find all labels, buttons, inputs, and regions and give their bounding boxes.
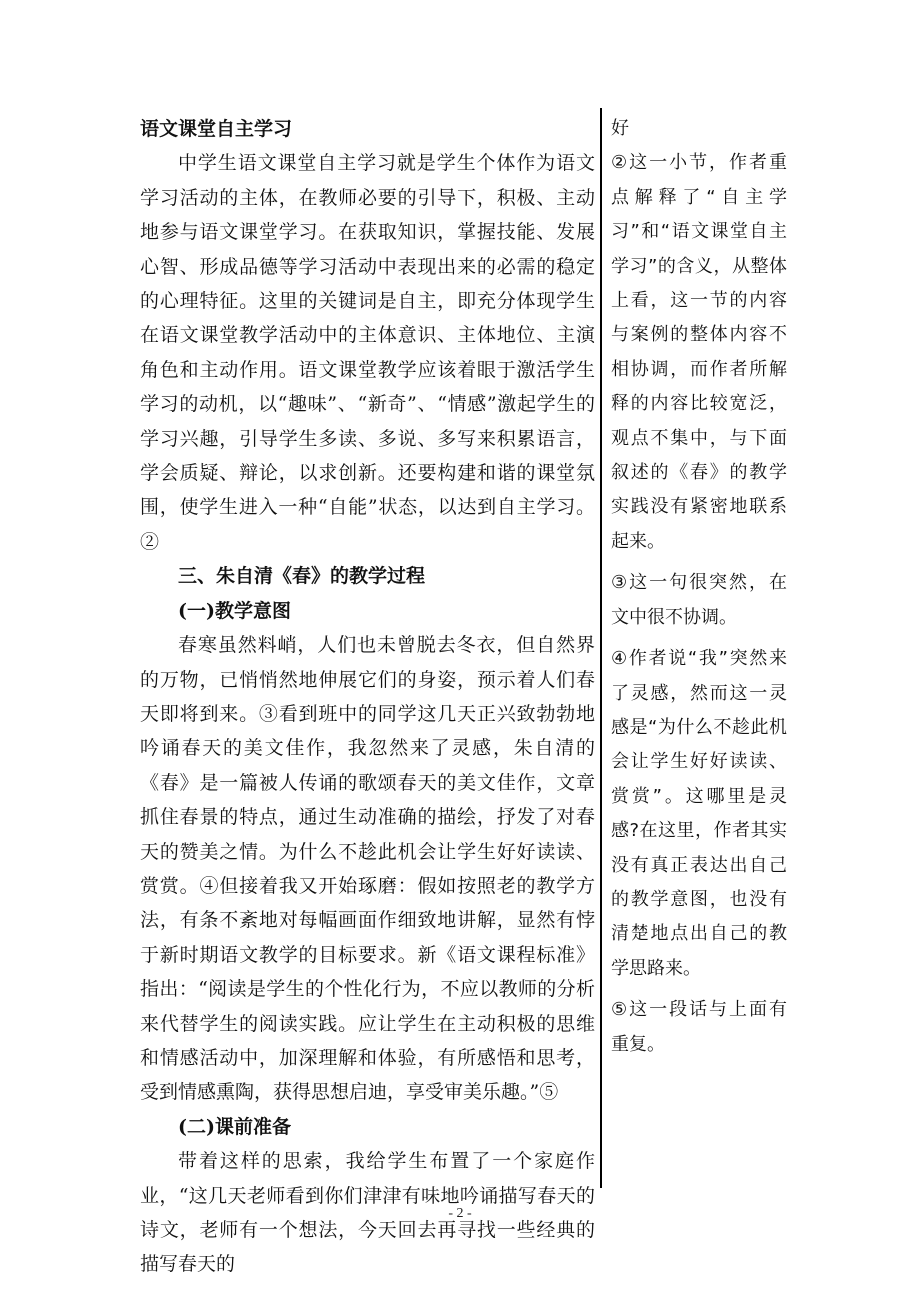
comment-4: ④作者说“我”突然来了灵感，然而这一灵感是“为什么不趁此机会让学生好好读读、赏赏”。这哪里是灵感?在这里，作者其实没有真正表达出自己的教学意图，也没有清楚地点出自己的教学思路来。 xyxy=(611,648,787,979)
comment-2: ②这一小节，作者重点解释了“自主学习”和“语文课堂自主学习”的含义，从整体上看，这一节的内容与案例的整体内容不相协调，而作者所解释的内容比较宽泛，观点不集中，与下面叙述的《春》的教学实践没有紧密地联系起来。 xyxy=(611,152,787,552)
subheading-teaching-intent: (一)教学意图 xyxy=(178,599,291,622)
paragraph-teaching-intent: 春寒虽然料峭，人们也未曾脱去冬衣，但自然界的万物，已悄悄然地伸展它们的身姿，预示着人们春天即将到来。③看到班中的同学这几天正兴致勃勃地吟诵春天的美文佳作，我忽然来了灵感，朱自清的《春》是一篇被人传诵的歌颂春天的美文佳作，文章抓住春景的特点，通过生动准确的描绘，抒发了对春天的赞美之情。为什么不趁此机会让学生好好读读、赏赏。④但接着我又开始琢磨：假如按照老的教学方法，有条不紊地对每幅画面作细致地讲解，显然有悖于新时期语文教学的目标要求。新《语文课程标准》指出：“阅读是学生的个性化行为，不应以教师的分析来代替学生的阅读实践。应让学生在主动积极的思维和情感活动中，加深理解和体验，有所感悟和思考，受到情感熏陶，获得思想启迪，享受审美乐趣。”⑤ xyxy=(140,634,595,1104)
main-text-column xyxy=(140,112,595,1282)
paragraph-preparation: 带着这样的思索，我给学生布置了一个家庭作业，“这几天老师看到你们津津有味地吟诵描写春天的诗文，老师有一个想法，今天回去再寻找一些经典的描写春天的 xyxy=(140,1150,595,1276)
commentary-column xyxy=(611,112,787,1069)
section-title: 语文课堂自主学习 xyxy=(140,118,293,140)
paragraph-self-learning: 中学生语文课堂自主学习就是学生个体作为语文学习活动的主体，在教师必要的引导下，积极、主动地参与语文课堂学习。在获取知识，掌握技能、发展心智、形成品德等学习活动中表现出来的必需的稳定的心理特征。这里的关键词是自主，即充分体现学生在语文课堂教学活动中的主体意识、主体地位、主演角色和主动作用。语文课堂教学应该着眼于激活学生学习的动机，以“趣味”、“新奇”、“情感”激起学生的学习兴趣，引导学生多读、多说、多写来积累语言，学会质疑、辩论，以求创新。还要构建和谐的课堂氛围，使学生进入一种“自能”状态，以达到自主学习。② xyxy=(140,152,595,553)
comment-continuation: 好 xyxy=(611,118,629,139)
comment-5: ⑤这一段话与上面有重复。 xyxy=(611,999,787,1055)
subheading-preparation: (二)课前准备 xyxy=(178,1115,291,1138)
page-number: - 2 - xyxy=(448,1206,472,1221)
comment-3: ③这一句很突然，在文中很不协调。 xyxy=(611,572,787,628)
section-heading-teaching-process: 三、朱自清《春》的教学过程 xyxy=(178,565,426,588)
column-divider xyxy=(600,108,602,1188)
